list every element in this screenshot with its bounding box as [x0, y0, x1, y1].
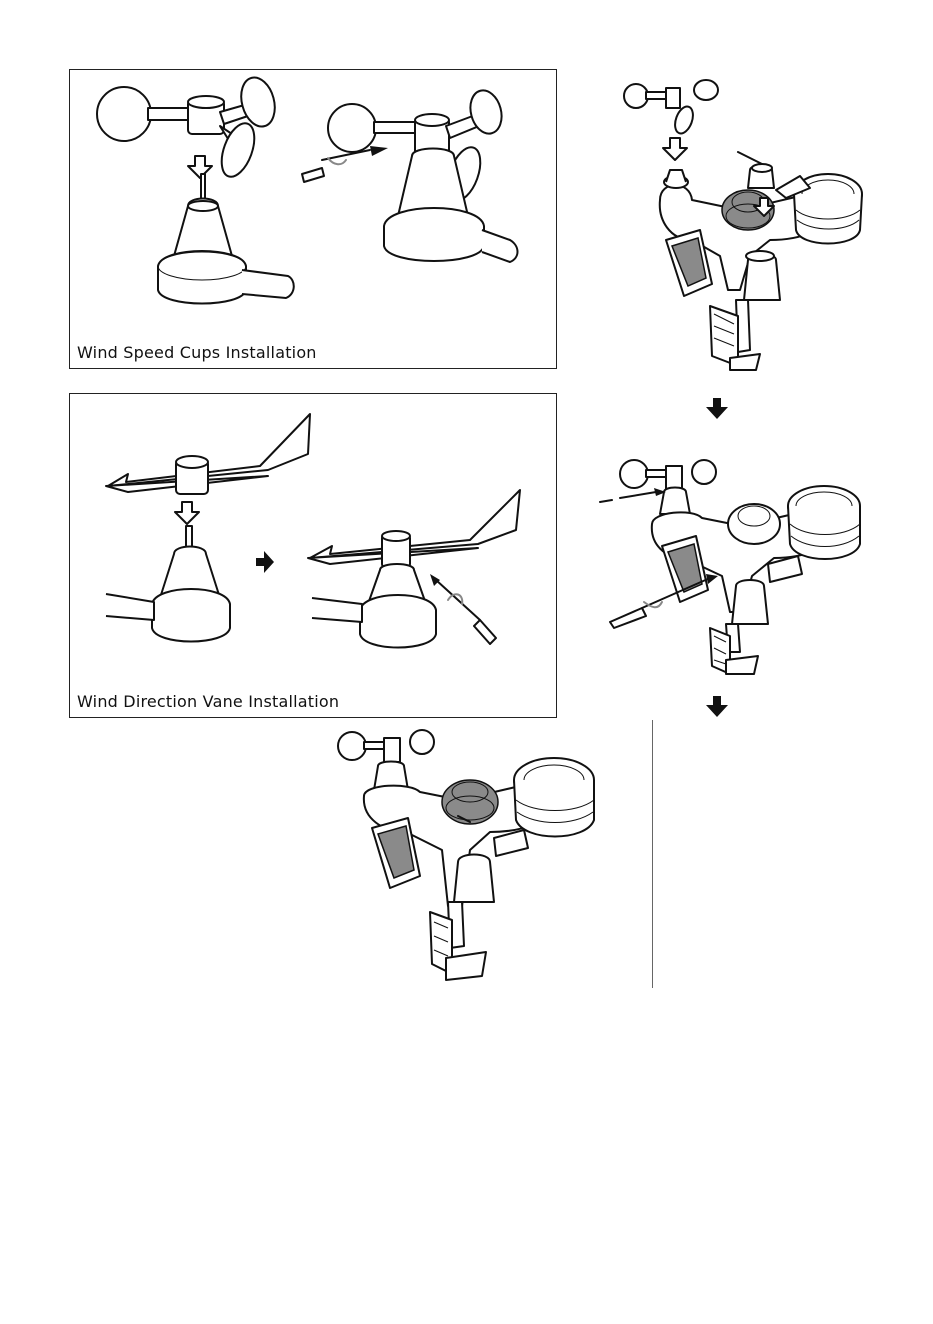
right-arrow-icon — [256, 551, 274, 573]
cups-on-sensor — [338, 730, 434, 790]
cups-assembly-right — [328, 87, 518, 262]
vertical-divider — [652, 720, 653, 988]
cups-assembly-left — [97, 74, 280, 181]
wind-direction-vane-panel — [69, 393, 557, 718]
cups-caption: Wind Speed Cups Installation — [77, 343, 317, 362]
sensor-pole-left — [158, 174, 294, 304]
down-outline-arrow-icon — [663, 138, 687, 160]
rain-gauge — [788, 486, 860, 559]
down-arrow-icon — [705, 696, 729, 718]
sensor-array-step1 — [600, 70, 900, 380]
sensor-array-final — [330, 726, 620, 991]
down-arrow-icon — [705, 398, 729, 420]
vane-assembly-left — [106, 414, 310, 494]
wind-speed-cups-panel — [69, 69, 557, 369]
cups-installation-illustration — [70, 70, 558, 370]
rain-gauge — [514, 758, 594, 837]
cups-above-sensor — [624, 80, 718, 136]
vane-assembly-right — [308, 490, 520, 648]
sensor-pole-vane-left — [106, 526, 230, 642]
screwdriver-icon — [430, 574, 496, 644]
down-outline-arrow-icon — [175, 502, 199, 524]
vane-caption: Wind Direction Vane Installation — [77, 692, 340, 711]
cups-on-sensor — [620, 460, 716, 514]
sensor-array-step2 — [592, 452, 892, 684]
vane-installation-illustration — [70, 394, 558, 719]
